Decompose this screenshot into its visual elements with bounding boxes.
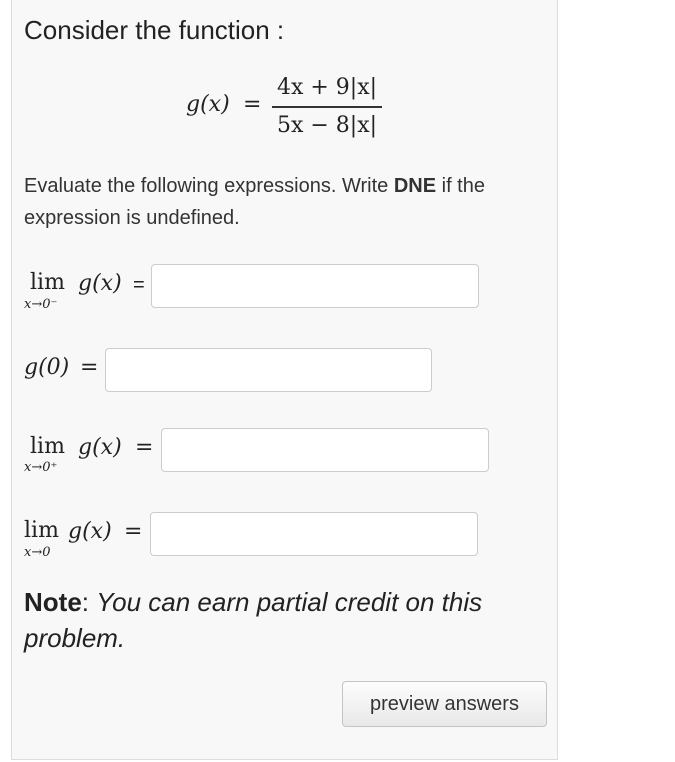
g-zero-equals: =: [80, 355, 99, 380]
left-limit-answer-input[interactable]: [151, 264, 479, 308]
two-sided-limit-subscript: x→0: [24, 545, 51, 560]
instructions: [24, 170, 544, 234]
lim-word: lim: [30, 434, 65, 459]
instructions-dne: DNE: [393, 175, 437, 197]
instructions-text-end: if the expression is undefined.: [24, 175, 485, 229]
function-fraction: [272, 72, 382, 142]
function-equals: =: [243, 92, 262, 117]
g-zero-expr: g(0): [24, 355, 70, 380]
g-zero-answer-input[interactable]: [105, 348, 432, 392]
two-sided-limit-equals: =: [124, 519, 143, 544]
fraction-bar: [272, 106, 382, 108]
note-text: You can earn partial credit on this problem.: [24, 587, 483, 653]
lim-word: lim: [30, 270, 65, 295]
intro-text: Consider the function :: [24, 15, 285, 45]
two-sided-limit-expr: g(x): [68, 519, 112, 544]
lim-word: lim: [24, 518, 59, 543]
left-limit-subscript: x→0⁻: [24, 297, 58, 312]
right-limit-equals: =: [135, 435, 154, 460]
note-label: Note: [24, 587, 82, 617]
right-limit-answer-input[interactable]: [161, 428, 489, 472]
fraction-numerator: 4x + 9|x|: [276, 75, 378, 100]
right-limit-subscript: x→0⁺: [24, 460, 58, 475]
two-sided-limit-label: [24, 518, 59, 543]
fraction-denominator: 5x − 8|x|: [276, 112, 378, 138]
function-name: g(x): [186, 92, 230, 117]
note: Note: You can earn partial credit on this problem.: [24, 587, 483, 653]
preview-answers-button[interactable]: preview answers: [342, 681, 547, 727]
two-sided-limit-answer-input[interactable]: [150, 512, 478, 556]
right-limit-expr: g(x): [78, 435, 122, 460]
left-limit-label: [30, 270, 65, 295]
instructions-text: Evaluate the following expressions. Write: [24, 175, 394, 197]
left-limit-equals: =: [133, 274, 145, 296]
right-limit-label: [30, 434, 65, 459]
left-limit-expr: g(x): [78, 271, 122, 296]
